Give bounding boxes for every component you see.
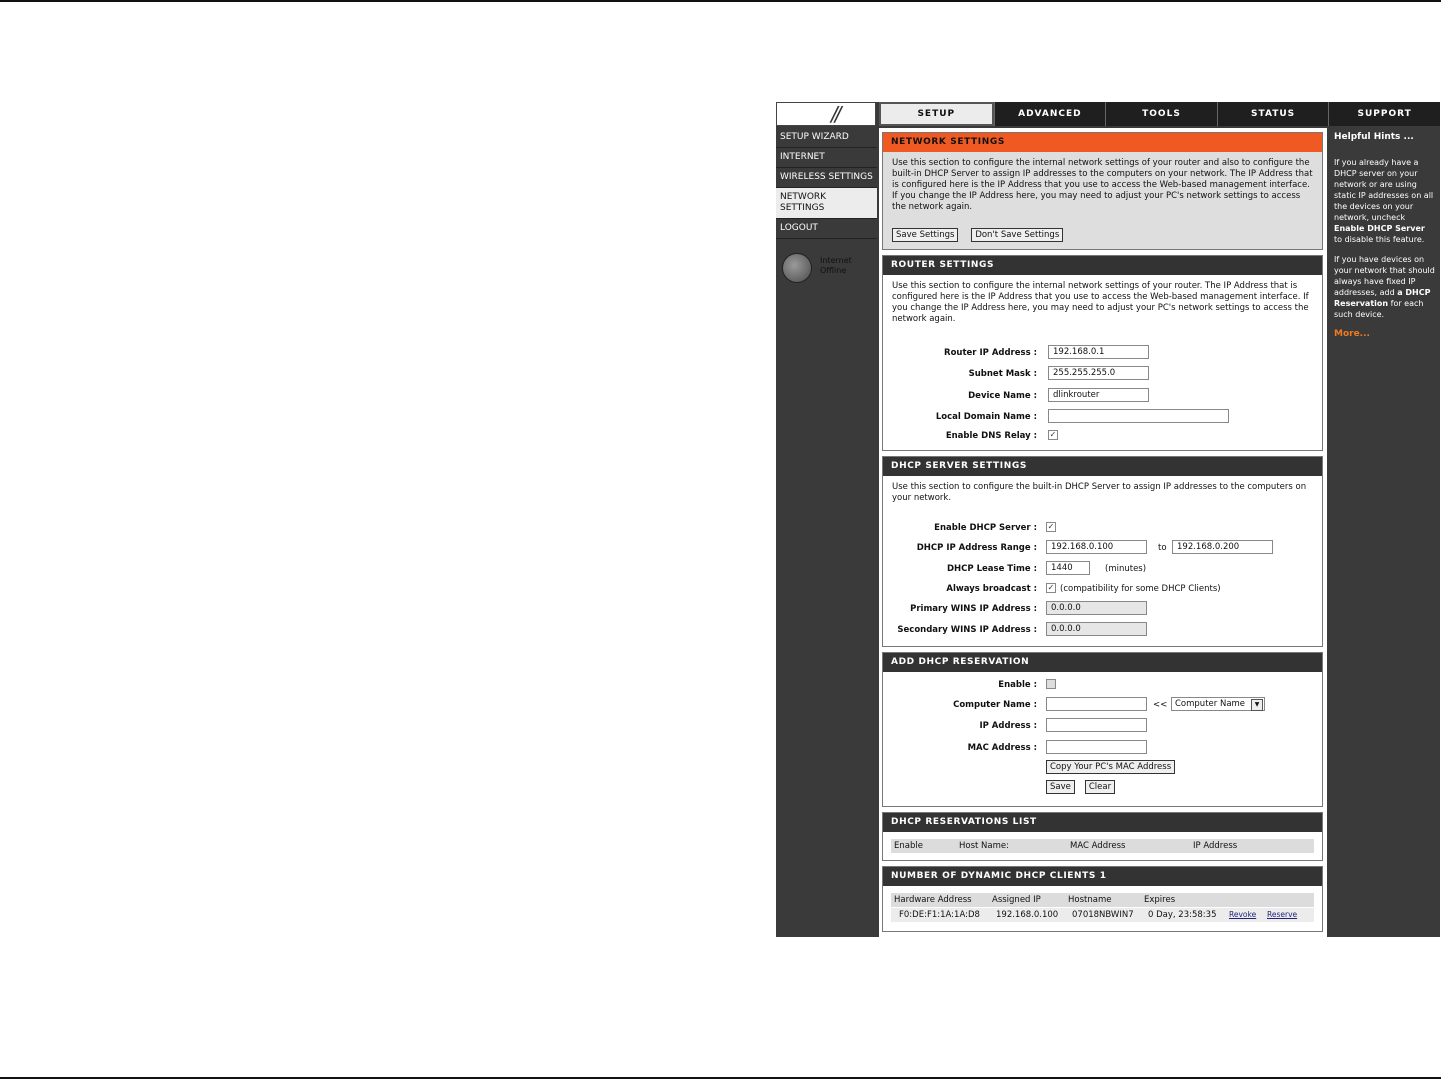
chevron-down-icon: ▼ [1251,699,1263,711]
computer-name-select[interactable] [1171,697,1265,711]
dhcp-server-section [882,456,1323,647]
reservation-enable-checkbox[interactable] [1046,679,1056,689]
top-rule [0,0,1441,2]
enable-dhcp-server-label: Enable DHCP Server : [934,523,1037,533]
router-ip-label: Router IP Address : [944,348,1037,358]
reservation-ip-input[interactable] [1046,718,1147,732]
dont-save-settings-button[interactable]: Don't Save Settings [971,228,1063,242]
more-hints-link[interactable]: More... [1334,329,1370,339]
always-broadcast-note: (compatibility for some DHCP Clients) [1060,584,1221,594]
globe-icon [782,253,812,283]
helpful-hints-panel [1329,128,1440,937]
local-domain-label: Local Domain Name : [935,412,1037,422]
header-hostname: Hostname [1068,895,1112,905]
sidebar-item-setup-wizard[interactable]: SETUP WIZARD [776,128,877,148]
dynamic-clients-header [891,893,1314,907]
hint-dhcp-reservation: If you have devices on your network that should always have fixed IP addresses, add a DHCP Reservation for each such device. [1334,255,1435,319]
reservation-clear-button[interactable]: Clear [1085,780,1115,794]
logo [776,102,876,126]
always-broadcast-label: Always broadcast : [946,584,1037,594]
dhcp-range-start-input[interactable]: 192.168.0.100 [1046,540,1147,554]
header-enable: Enable [894,841,923,851]
reservation-save-button[interactable]: Save [1046,780,1075,794]
sidebar-item-network-settings[interactable]: NETWORK SETTINGS [776,188,877,219]
dhcp-range-to: to [1158,543,1167,553]
main-content [879,128,1327,937]
always-broadcast-checkbox[interactable]: ✓ [1047,583,1055,592]
client-expires: 0 Day, 23:58:35 [1148,910,1217,920]
enable-dhcp-server-checkbox[interactable]: ✓ [1047,522,1055,531]
router-ui [776,102,1440,937]
tab-advanced[interactable]: ADVANCED [994,102,1106,126]
router-settings-section [882,255,1323,451]
secondary-wins-label: Secondary WINS IP Address : [897,625,1037,635]
router-settings-title: ROUTER SETTINGS [883,256,1322,275]
subnet-mask-label: Subnet Mask : [968,369,1037,379]
sidebar [776,128,877,937]
dns-relay-label: Enable DNS Relay : [945,431,1037,441]
reservations-list-title: DHCP RESERVATIONS LIST [883,813,1322,832]
client-hardware-address: F0:DE:F1:1A:1A:D8 [899,910,980,920]
router-settings-description: Use this section to configure the internal network settings of your router. The IP Address that is configured here is the IP Address that you use to access the Web-based management interface. If you change the IP Address here, you may need to adjust your PC's network settings to access the network again. [892,281,1309,324]
header-host-name: Host Name: [959,841,1009,851]
computer-name-arrows: << [1153,700,1168,710]
copy-mac-button[interactable]: Copy Your PC's MAC Address [1046,760,1175,774]
tab-support[interactable]: SUPPORT [1328,102,1440,126]
local-domain-input[interactable] [1048,409,1229,423]
computer-name-label: Computer Name : [953,700,1037,710]
reservation-mac-label: MAC Address : [967,743,1037,753]
primary-wins-input[interactable]: 0.0.0.0 [1046,601,1147,615]
primary-wins-label: Primary WINS IP Address : [910,604,1037,614]
dynamic-clients-section [882,866,1323,932]
hints-title: Helpful Hints ... [1334,132,1414,142]
lease-time-label: DHCP Lease Time : [947,564,1037,574]
sidebar-item-logout[interactable]: LOGOUT [776,219,877,239]
router-ip-input[interactable]: 192.168.0.1 [1048,345,1149,359]
sidebar-item-internet[interactable]: INTERNET [776,148,877,168]
network-settings-description: Use this section to configure the internal network settings of your router and also to configure the built-in DHCP Server to assign IP addresses to the computers on your network. The IP Address that is configured here is the IP Address that you use to access the Web-based management interface. If you change the IP Address here, you may need to adjust your PC's network settings to access the network again. [892,158,1313,212]
internet-status-text: Internet Offline [820,256,852,275]
save-settings-button[interactable]: Save Settings [892,228,958,242]
network-settings-section [882,132,1323,250]
device-name-label: Device Name : [968,391,1037,401]
lease-time-input[interactable]: 1440 [1046,561,1090,575]
hint-dhcp-server: If you already have a DHCP server on your network or are using static IP addresses on all the devices on your network, uncheck Enable DHCP Server to disable this feature. [1334,158,1434,244]
header-ip-address: IP Address [1193,841,1238,851]
add-reservation-section [882,652,1323,807]
reservation-enable-label: Enable : [998,680,1037,690]
tab-tools[interactable]: TOOLS [1105,102,1217,126]
dynamic-clients-title: NUMBER OF DYNAMIC DHCP CLIENTS 1 [883,867,1322,886]
header-expires: Expires [1144,895,1176,905]
revoke-link[interactable]: Revoke [1229,910,1257,919]
reservation-mac-input[interactable] [1046,740,1147,754]
reservations-list-header [891,839,1314,853]
header-mac-address: MAC Address [1070,841,1126,851]
device-name-input[interactable]: dlinkrouter [1048,388,1149,402]
client-assigned-ip: 192.168.0.100 [996,910,1059,920]
reservation-ip-label: IP Address : [979,721,1037,731]
header-assigned-ip: Assigned IP [992,895,1041,905]
dhcp-server-title: DHCP SERVER SETTINGS [883,457,1322,476]
bottom-rule [0,1077,1441,1079]
reservations-list-section [882,812,1323,861]
client-hostname: 07018NBWIN7 [1072,910,1134,920]
lease-time-unit: (minutes) [1105,564,1147,574]
header-hardware-address: Hardware Address [894,895,972,905]
network-settings-title: NETWORK SETTINGS [883,133,1322,152]
reserve-link[interactable]: Reserve [1267,910,1298,919]
internet-status [782,253,877,283]
dhcp-range-label: DHCP IP Address Range : [916,543,1037,553]
top-tabs [879,102,1440,126]
tab-status[interactable]: STATUS [1217,102,1329,126]
secondary-wins-input[interactable]: 0.0.0.0 [1046,622,1147,636]
table-row [891,908,1314,922]
dns-relay-checkbox[interactable]: ✓ [1049,430,1057,439]
add-reservation-title: ADD DHCP RESERVATION [883,653,1322,672]
dhcp-range-end-input[interactable]: 192.168.0.200 [1172,540,1273,554]
dhcp-server-description: Use this section to configure the built-in DHCP Server to assign IP addresses to the computers on your network. [892,482,1307,503]
sidebar-item-wireless-settings[interactable]: WIRELESS SETTINGS [776,168,877,188]
computer-name-select-value: Computer Name [1175,699,1246,709]
subnet-mask-input[interactable]: 255.255.255.0 [1048,366,1149,380]
computer-name-input[interactable] [1046,697,1147,711]
tab-setup[interactable]: SETUP [879,102,994,126]
logo-slash-icon: // [831,102,839,126]
